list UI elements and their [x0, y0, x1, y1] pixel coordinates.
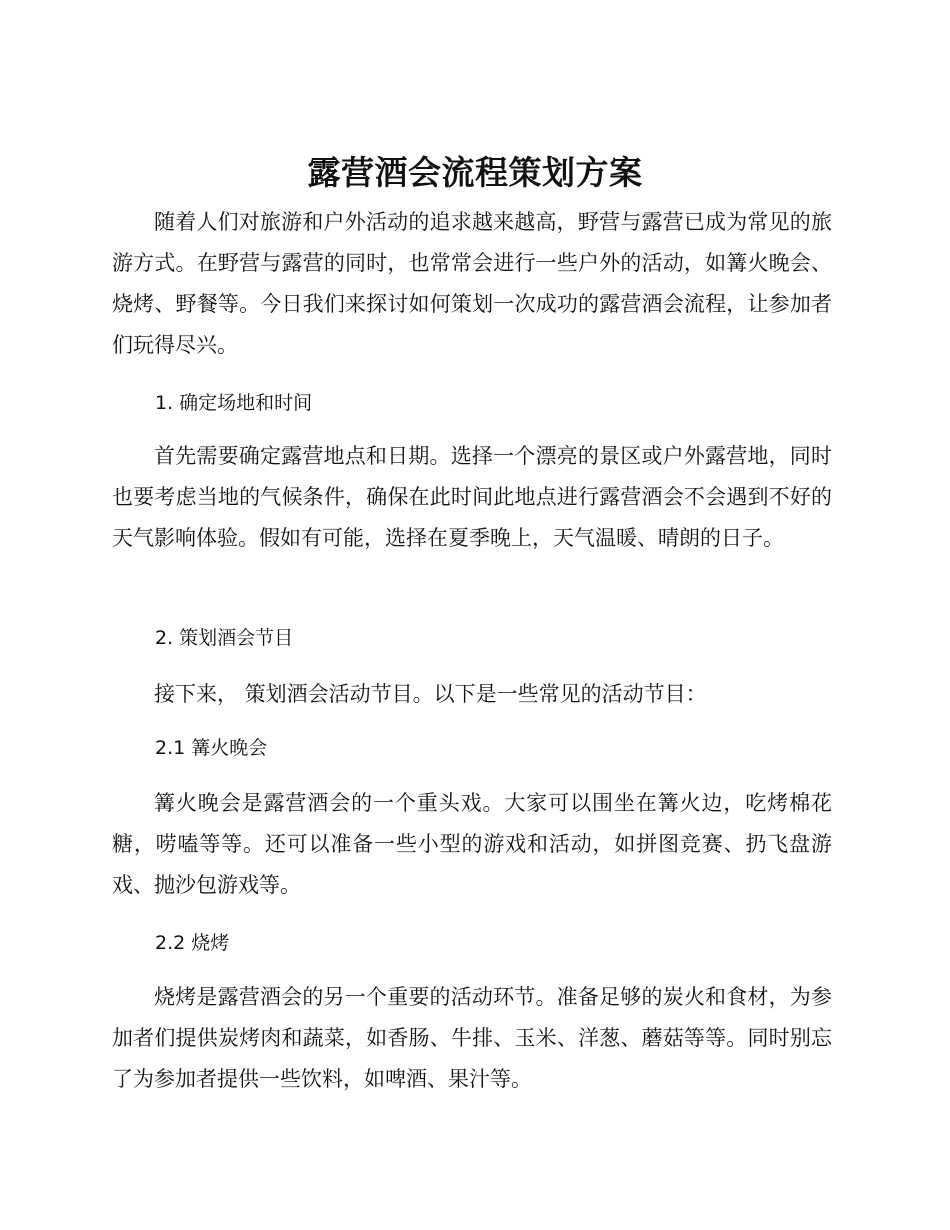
intro-paragraph: 随着人们对旅游和户外活动的追求越来越高，野营与露营已成为常见的旅游方式。在野营与露营的同时，也常常会进行一些户外的活动，如篝火晚会、烧烤、野餐等。今日我们来探讨如何策划一次成功的露营酒会流程，让参加者们玩得尽兴。	[112, 210, 832, 357]
section-body-site-time: 首先需要确定露营地点和日期。选择一个漂亮的景区或户外露营地，同时也要考虑当地的气候条件，确保在此时间此地点进行露营酒会不会遇到不好的天气影响体验。假如有可能，选择在夏季晚上，天气温暖、晴朗的日子。	[112, 444, 832, 550]
section-heading-bonfire: 2.1 篝火晚会	[155, 737, 268, 759]
section-body-program: 接下来， 策划酒会活动节目。以下是一些常见的活动节目：	[154, 682, 707, 706]
section-body-bbq: 烧烤是露营酒会的另一个重要的活动环节。准备足够的炭火和食材，为参加者们提供炭烤肉和蔬菜，如香肠、牛排、玉米、洋葱、蘑菇等等。同时别忘了为参加者提供一些饮料，如啤酒、果汁等。	[112, 985, 832, 1091]
section-body-bonfire: 篝火晚会是露营酒会的一个重头戏。大家可以围坐在篝火边，吃烤棉花糖，唠嗑等等。还可以准备一些小型的游戏和活动，如拼图竞赛、扔飞盘游戏、抛沙包游戏等。	[112, 791, 832, 897]
section-heading-bbq: 2.2 烧烤	[155, 932, 230, 954]
section-heading-program: 2. 策划酒会节目	[155, 627, 294, 649]
document-title: 露营酒会流程策划方案	[307, 153, 643, 192]
section-heading-site-time: 1. 确定场地和时间	[155, 392, 313, 414]
